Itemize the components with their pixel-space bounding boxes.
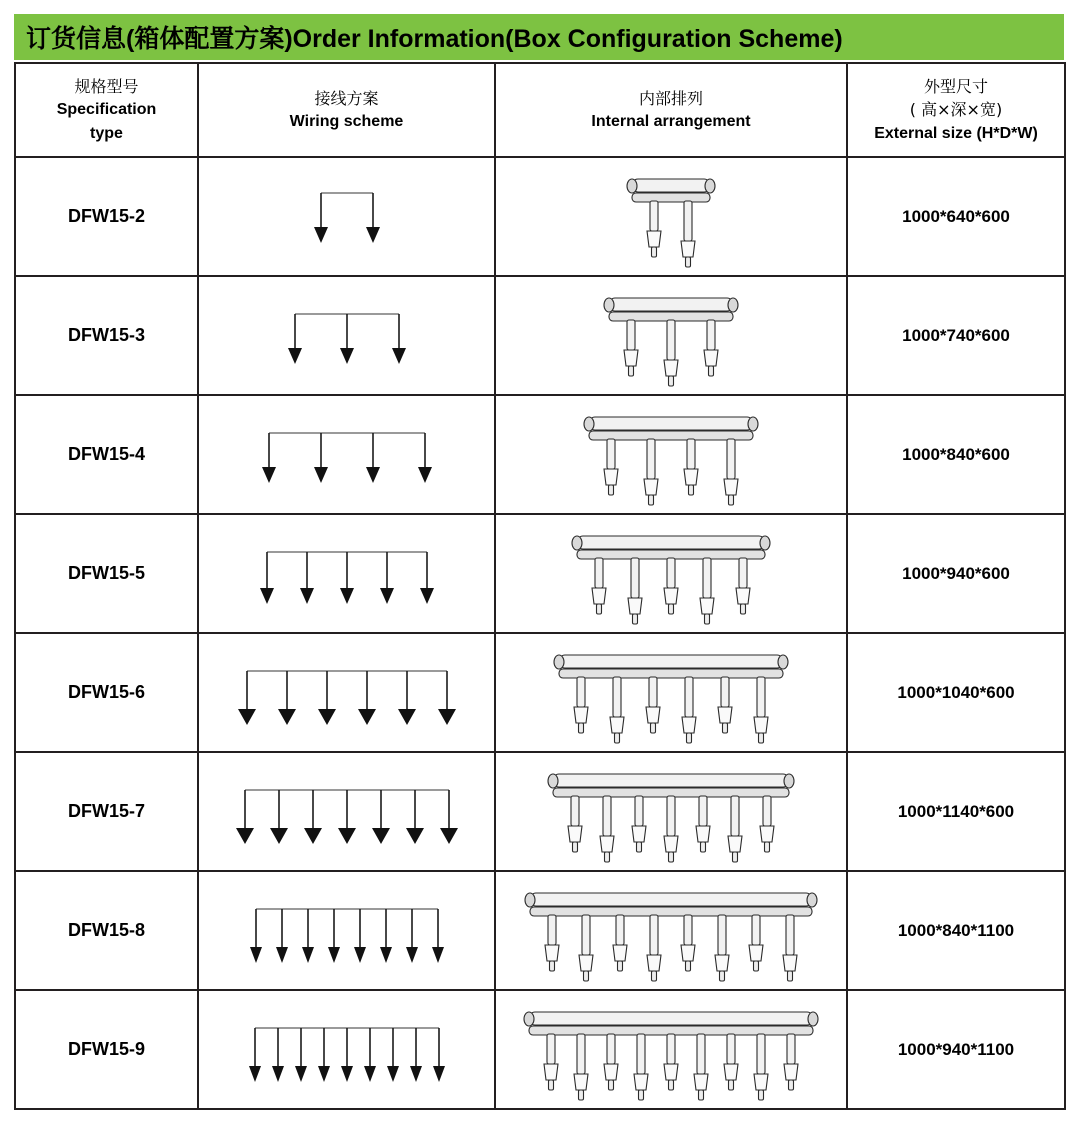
busbar-2way-image (496, 163, 846, 271)
cell-internal-arrangement (495, 752, 847, 871)
wiring-diagram-icon (199, 762, 494, 862)
cell-specification-type: DFW15-9 (15, 990, 198, 1109)
cell-wiring-scheme (198, 514, 495, 633)
cell-internal-arrangement (495, 990, 847, 1109)
cell-specification-type: DFW15-8 (15, 871, 198, 990)
cell-specification-type: DFW15-3 (15, 276, 198, 395)
page-title-bar (14, 14, 1064, 60)
wiring-diagram-icon (199, 167, 494, 267)
column-header-internal-arrangement: 内部排列 Internal arrangement (495, 63, 847, 157)
cell-wiring-scheme (198, 395, 495, 514)
table-header (15, 63, 1065, 157)
cell-external-size: 1000*640*600 (847, 157, 1065, 276)
wiring-diagram-icon (199, 524, 494, 624)
cell-wiring-scheme (198, 157, 495, 276)
cell-specification-type: DFW15-5 (15, 514, 198, 633)
wiring-diagram-icon (199, 643, 494, 743)
cell-wiring-scheme (198, 871, 495, 990)
cell-external-size: 1000*1140*600 (847, 752, 1065, 871)
cell-internal-arrangement (495, 395, 847, 514)
cell-internal-arrangement (495, 514, 847, 633)
cell-external-size: 1000*740*600 (847, 276, 1065, 395)
table-body (15, 157, 1065, 1109)
busbar-8way-image (496, 877, 846, 985)
table-row (15, 990, 1065, 1109)
cell-wiring-scheme (198, 276, 495, 395)
cell-internal-arrangement (495, 871, 847, 990)
busbar-6way-image (496, 639, 846, 747)
cell-wiring-scheme (198, 633, 495, 752)
cell-specification-type: DFW15-7 (15, 752, 198, 871)
busbar-5way-image (496, 520, 846, 628)
cell-specification-type: DFW15-2 (15, 157, 198, 276)
table-row (15, 157, 1065, 276)
table-row (15, 276, 1065, 395)
table-row (15, 752, 1065, 871)
column-header-specification: 规格型号 Specification type (15, 63, 198, 157)
cell-internal-arrangement (495, 157, 847, 276)
cell-specification-type: DFW15-6 (15, 633, 198, 752)
column-header-wiring-scheme: 接线方案 Wiring scheme (198, 63, 495, 157)
table-row (15, 633, 1065, 752)
cell-external-size: 1000*1040*600 (847, 633, 1065, 752)
busbar-4way-image (496, 401, 846, 509)
order-information-table (14, 62, 1066, 1110)
cell-external-size: 1000*840*1100 (847, 871, 1065, 990)
table-row (15, 514, 1065, 633)
busbar-7way-image (496, 758, 846, 866)
table-row (15, 395, 1065, 514)
wiring-diagram-icon (199, 1000, 494, 1100)
cell-external-size: 1000*940*600 (847, 514, 1065, 633)
busbar-9way-image (496, 996, 846, 1104)
wiring-diagram-icon (199, 405, 494, 505)
cell-wiring-scheme (198, 990, 495, 1109)
column-header-external-size: 外型尺寸 ( 高×深×宽) External size (H*D*W) (847, 63, 1065, 157)
cell-internal-arrangement (495, 276, 847, 395)
page-title: 订货信息(箱体配置方案)Order Information(Box Configuration Scheme) (26, 25, 843, 53)
busbar-3way-image (496, 282, 846, 390)
table-row (15, 871, 1065, 990)
cell-internal-arrangement (495, 633, 847, 752)
cell-wiring-scheme (198, 752, 495, 871)
cell-external-size: 1000*840*600 (847, 395, 1065, 514)
wiring-diagram-icon (199, 286, 494, 386)
cell-specification-type: DFW15-4 (15, 395, 198, 514)
wiring-diagram-icon (199, 881, 494, 981)
cell-external-size: 1000*940*1100 (847, 990, 1065, 1109)
